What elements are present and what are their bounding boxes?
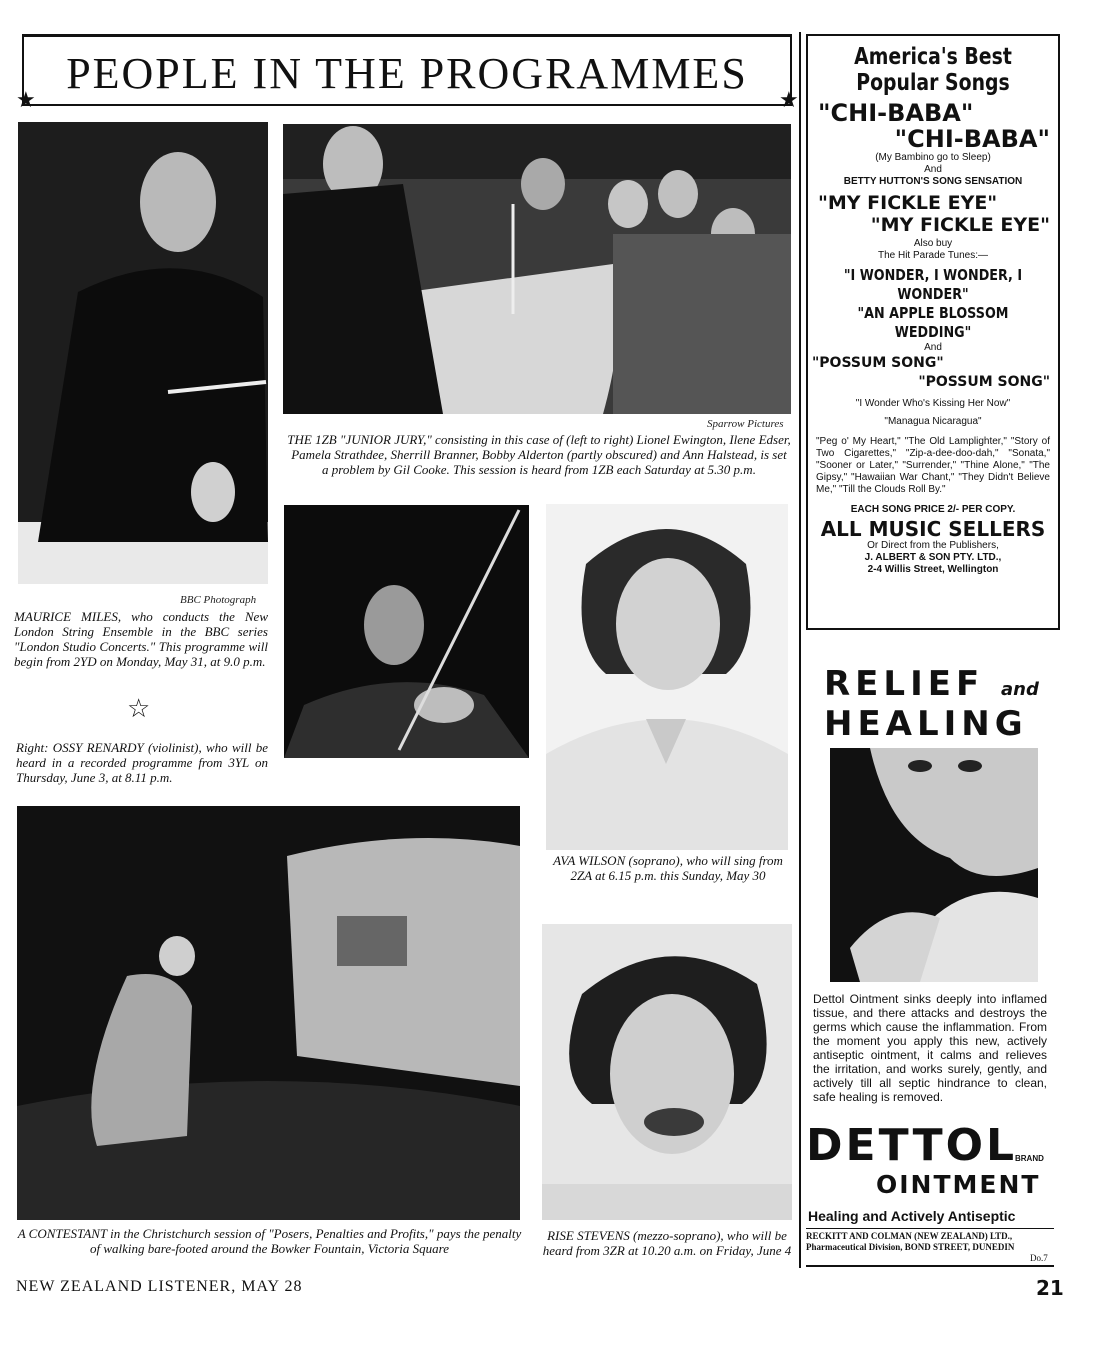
publication-footer: NEW ZEALAND LISTENER, MAY 28 — [16, 1278, 303, 1295]
caption-rise-stevens: RISE STEVENS (mezzo-soprano), who will be heard from 3ZR at 10.20 a.m. on Friday, June 4 — [542, 1228, 792, 1258]
star-icon: ★ — [16, 88, 36, 113]
song-managua: "Managua Nicaragua" — [884, 416, 982, 427]
divider — [806, 1228, 1054, 1229]
other-songs-list: "Peg o' My Heart," "The Old Lamplighter," "Story of Two Cigarettes," "Zip-a-dee-doo-dah," "Sonata," "Sooner or Later," "Surrender," "Thine Alone," "The Gipsy," "Hawaiian War Chant," "They Didn't Believe Me," "Till the Clouds Roll By." — [816, 436, 1050, 495]
hit-parade-text: The Hit Parade Tunes:— — [877, 250, 989, 261]
star-icon: ★ — [779, 88, 799, 113]
ad-title-and: and — [1001, 679, 1039, 700]
photo-credit: BBC Photograph — [180, 594, 257, 606]
song-chi-baba-1: "CHI-BABA" — [818, 99, 974, 127]
song-fickle-eye-1: "MY FICKLE EYE" — [818, 192, 998, 214]
dettol-maker: RECKITT AND COLMAN (NEW ZEALAND) LTD., Pharmaceutical Division, BOND STREET, DUNEDIN — [806, 1231, 1015, 1252]
divider — [806, 1265, 1054, 1267]
song-kissing: "I Wonder Who's Kissing Her Now" — [855, 398, 1011, 409]
song-apple-blossom: "AN APPLE BLOSSOM WEDDING" — [857, 304, 1009, 341]
ad-title-line1: America's Best — [854, 44, 1012, 70]
caption-junior-jury: THE 1ZB "JUNIOR JURY," consisting in this case of (left to right) Lionel Ewington, Ilene Edser, Pamela Strathdee, Sherrill Branner, Bobby Alderton (partly obscured) and Ann Halstead, is set a problem by Gil Cooke. This session is heard from 1ZB each Saturday at 5.30 p.m. — [287, 432, 791, 477]
song-chi-baba-2: "CHI-BABA" — [894, 125, 1050, 153]
photo-rise-stevens — [542, 924, 792, 1220]
publisher-name: J. ALBERT & SON PTY. LTD., — [864, 552, 1002, 563]
caption-contestant: A CONTESTANT in the Christchurch session of "Posers, Penalties and Profits," pays the penalty of walking bare-footed around the Bowker Fountain, Victoria Square — [17, 1226, 522, 1256]
song-fickle-eye-2: "MY FICKLE EYE" — [870, 214, 1050, 236]
ad-dettol-relief — [824, 664, 1039, 704]
also-buy-text: Also buy — [913, 238, 953, 249]
ad-title-line2: Popular Songs — [856, 70, 1010, 96]
photo-ossy-renardy — [284, 505, 529, 758]
caption-ava-wilson: AVA WILSON (soprano), who will sing from 2ZA at 6.15 p.m. this Sunday, May 30 — [553, 853, 783, 883]
song-possum-1: "POSSUM SONG" — [812, 355, 944, 371]
direct-text: Or Direct from the Publishers, — [867, 540, 999, 551]
photo-dettol-woman — [830, 748, 1038, 982]
and-text: And — [924, 164, 942, 175]
dettol-tagline: Healing and Actively Antiseptic — [808, 1208, 1016, 1224]
photo-credit: Sparrow Pictures — [707, 418, 784, 430]
ad-code: Do.7 — [1030, 1253, 1048, 1263]
brand-tag: BRAND — [1015, 1154, 1044, 1163]
song-i-wonder: "I WONDER, I WONDER, I WONDER" — [843, 266, 1023, 303]
publisher-address: 2-4 Willis Street, Wellington — [867, 564, 999, 575]
song-price: EACH SONG PRICE 2/- PER COPY. — [850, 504, 1016, 515]
and-text: And — [924, 342, 942, 353]
ad-title-relief: RELIEF — [824, 664, 985, 704]
caption-ossy-renardy: Right: OSSY RENARDY (violinist), who will be heard in a recorded programme from 3YL on Thursday, June 3, at 8.11 p.m. — [16, 740, 268, 785]
star-outline-icon: ☆ — [127, 694, 151, 724]
dettol-body-text: Dettol Ointment sinks deeply into inflamed tissue, and there attacks and destroys the germs which cause the inflammation. From the moment you apply this new, actively antiseptic ointment, it calms and relieves the irritation, and works surely, gently, and actively till all septic hindrance to clean, safe healing is removed. — [813, 992, 1047, 1104]
page-title: PEOPLE IN THE PROGRAMMES — [66, 49, 748, 98]
photo-maurice-miles — [18, 122, 268, 584]
photo-ava-wilson — [546, 504, 788, 850]
photo-junior-jury — [283, 124, 791, 414]
page-number: 21 — [1036, 1276, 1064, 1300]
song-subtitle: (My Bambino go to Sleep) — [875, 152, 991, 163]
all-music-sellers: ALL MUSIC SELLERS — [820, 517, 1046, 541]
betty-hutton-line: BETTY HUTTON'S SONG SENSATION — [843, 176, 1023, 187]
caption-maurice-miles: MAURICE MILES, who conducts the New London String Ensemble in the BBC series "London Studio Concerts." This programme will begin from 2YD on Monday, May 31, at 9.0 p.m. — [14, 609, 268, 669]
ad-title-healing: HEALING — [824, 704, 1028, 744]
dettol-brand: DETTOL — [806, 1120, 1018, 1171]
photo-contestant — [17, 806, 520, 1220]
song-possum-2: "POSSUM SONG" — [918, 374, 1050, 390]
dettol-ointment: OINTMENT — [876, 1170, 1041, 1199]
ad-music-sellers — [806, 34, 1060, 630]
column-divider — [799, 32, 801, 1268]
